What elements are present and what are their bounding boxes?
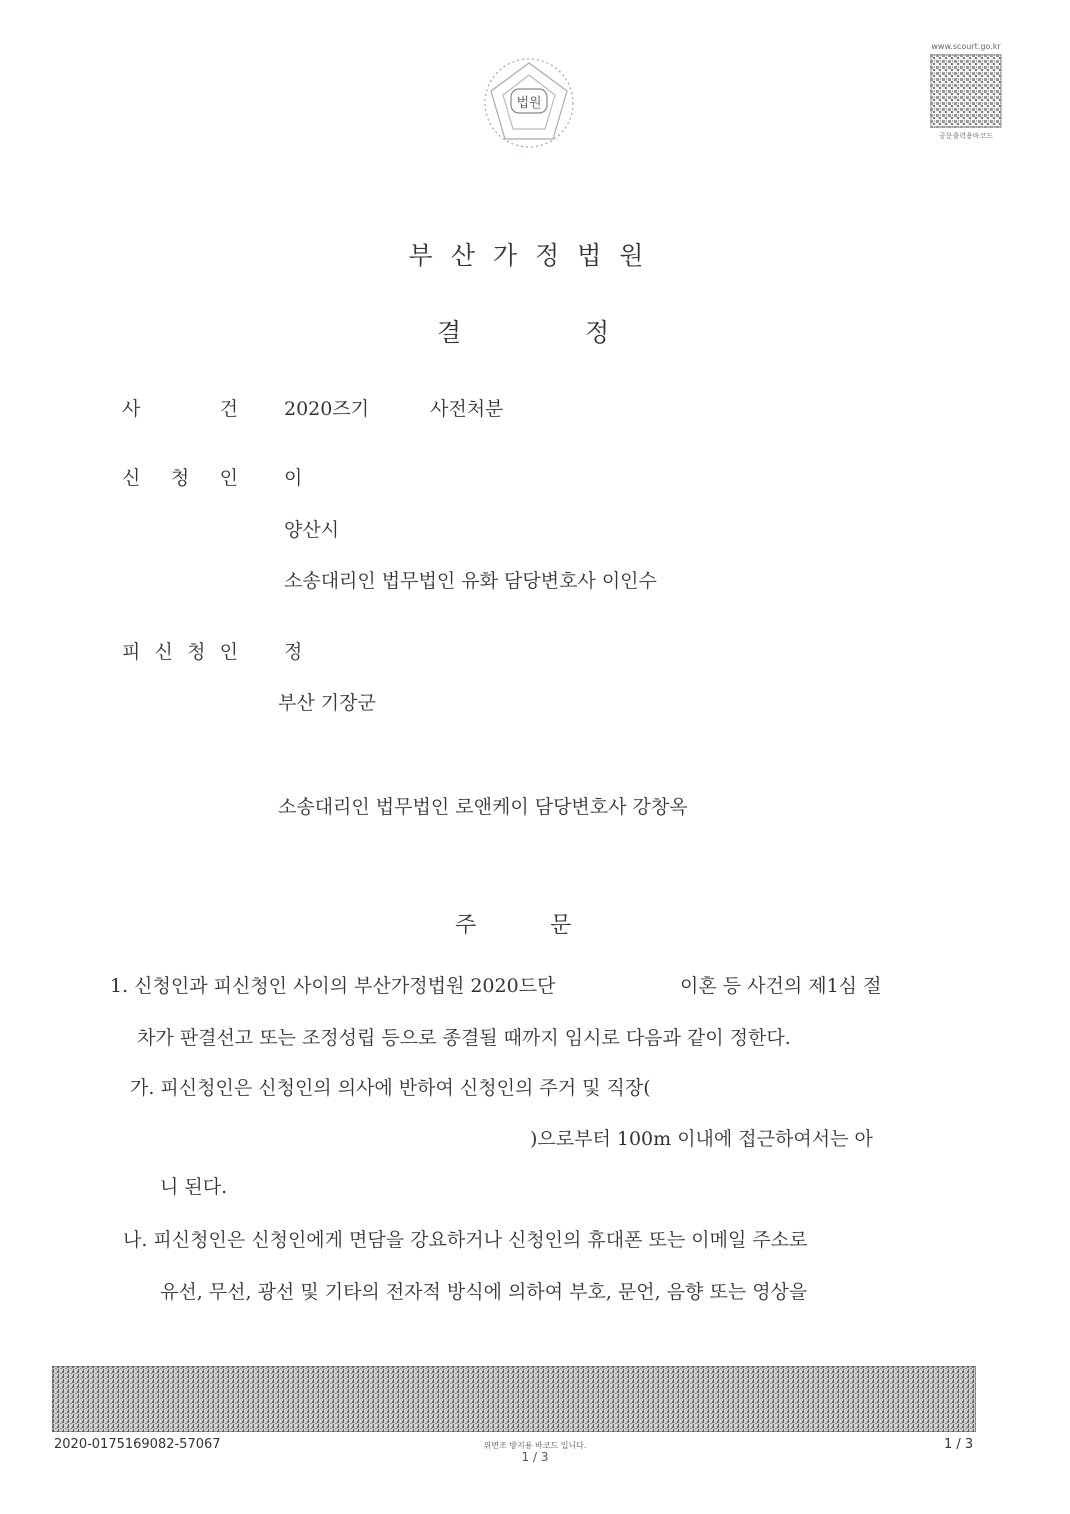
- anti-forgery-barcode-icon: [52, 1366, 976, 1432]
- document-id: 2020-0175169082-57067: [54, 1437, 221, 1452]
- case-name: 사전처분: [430, 398, 504, 420]
- order-p1-line1b: 이혼 등 사건의 제1심 절: [680, 975, 882, 997]
- court-emblem-icon: [481, 55, 577, 151]
- order-title-left: 주: [455, 913, 477, 938]
- respondent-attorney: 소송대리인 법무법인 로앤케이 담당변호사 강창옥: [278, 796, 688, 818]
- applicant-name: 이: [284, 467, 303, 489]
- page-number-center: 1 / 3: [521, 1450, 549, 1464]
- order-ga-line3: 니 된다.: [160, 1176, 228, 1198]
- qr-code-icon: [930, 54, 1002, 128]
- doc-type-left: 결: [437, 318, 462, 347]
- applicant-label: 신 청 인: [122, 467, 238, 489]
- court-name: 부산가정법원: [408, 241, 662, 270]
- qr-url: www.scourt.go.kr: [931, 42, 1001, 51]
- respondent-address: 부산 기장군: [278, 692, 376, 714]
- emblem-text: 법원: [516, 96, 542, 111]
- applicant-address: 양산시: [284, 519, 340, 541]
- page-number-right: 1 / 3: [944, 1437, 974, 1452]
- doc-type-right: 정: [585, 318, 610, 347]
- order-na-line2: 유선, 무선, 광선 및 기타의 전자적 방식에 의하여 부호, 문언, 음향 또는 영상을: [160, 1281, 808, 1303]
- barcode-caption: 위변조 방지용 바코드 입니다.: [483, 1441, 587, 1450]
- order-ga-line2: )으로부터 100m 이내에 접근하여서는 아: [530, 1128, 873, 1150]
- order-na-line1: 나. 피신청인은 신청인에게 면담을 강요하거나 신청인의 휴대폰 또는 이메일 주소로: [123, 1229, 808, 1251]
- qr-caption: 공문출력용바코드: [938, 132, 994, 140]
- respondent-label: 피 신 청 인: [122, 641, 238, 663]
- order-p1-line1a: 1. 신청인과 피신청인 사이의 부산가정법원 2020드단: [110, 975, 556, 997]
- order-ga-line1: 가. 피신청인은 신청인의 의사에 반하여 신청인의 주거 및 직장(: [130, 1077, 651, 1099]
- case-label: 사 건: [122, 398, 238, 420]
- order-title-right: 문: [550, 913, 572, 938]
- order-p1-line2: 차가 판결선고 또는 조정성립 등으로 종결될 때까지 임시로 다음과 같이 정한다.: [137, 1027, 791, 1049]
- case-number: 2020즈기: [284, 398, 370, 420]
- applicant-attorney: 소송대리인 법무법인 유화 담당변호사 이인수: [284, 570, 657, 592]
- respondent-name: 정: [284, 641, 303, 663]
